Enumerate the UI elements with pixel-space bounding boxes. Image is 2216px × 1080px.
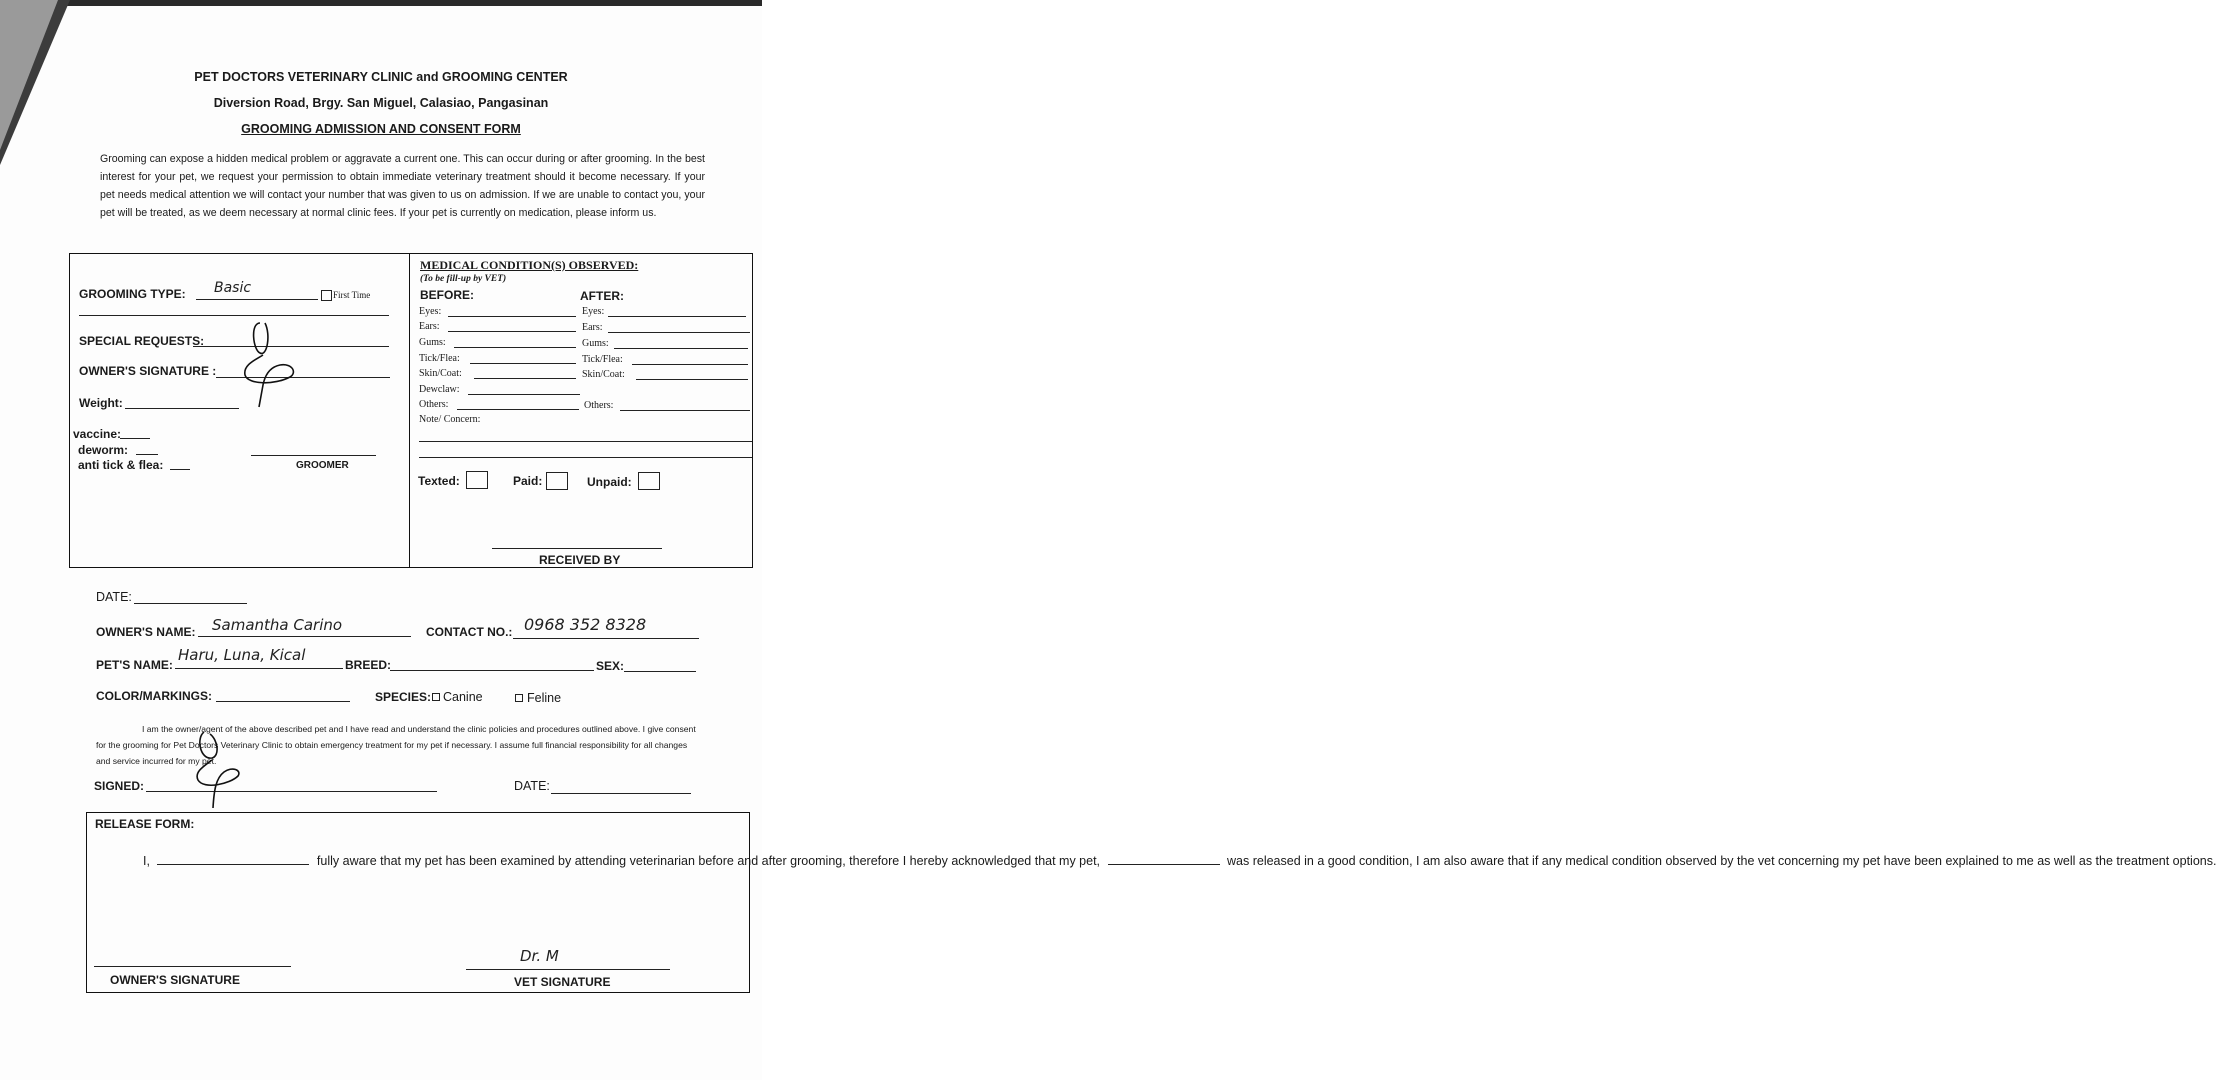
note-label: Note/ Concern: [419, 414, 481, 425]
after-ears-line [608, 332, 750, 333]
weight-line [125, 408, 239, 409]
scan-top-edge [60, 0, 762, 6]
date-label: DATE: [96, 590, 132, 604]
before-ears-label: Ears: [419, 321, 440, 332]
release-text-b: was released in a good condition, I am also aware that if any medical condition observed by the vet concerning my pet have been explained to me as well as the treatment options. [1227, 854, 2216, 868]
groomer-label: GROOMER [296, 460, 349, 471]
note-line-1 [419, 441, 752, 442]
release-pet-name-field[interactable] [1108, 854, 1220, 865]
antitick-label: anti tick & flea: [78, 458, 164, 472]
signed-label: SIGNED: [94, 779, 145, 793]
signed-signature-scribble [182, 728, 252, 810]
before-tick-label: Tick/Flea: [419, 353, 460, 364]
clinic-address: Diversion Road, Brgy. San Miguel, Calasiao, Pangasinan [213, 96, 549, 110]
color-label: COLOR/MARKINGS: [96, 689, 212, 703]
date2-label: DATE: [514, 779, 550, 793]
owner-name-label: OWNER'S NAME: [96, 625, 196, 639]
grooming-type-value[interactable]: Basic [214, 280, 252, 296]
vaccine-label: vaccine: [73, 427, 122, 441]
special-requests-label: SPECIAL REQUESTS: [79, 334, 205, 348]
before-dewclaw-line [468, 394, 580, 395]
after-skin-line [636, 379, 748, 380]
breed-line [390, 670, 594, 671]
species-label: SPECIES: [375, 690, 432, 704]
antitick-line [170, 469, 190, 470]
grooming-type-label: GROOMING TYPE: [79, 287, 186, 301]
paid-label: Paid: [513, 474, 543, 488]
unpaid-checkbox[interactable] [638, 472, 660, 490]
weight-label: Weight: [79, 396, 123, 410]
before-gums-line [454, 347, 576, 348]
vet-sig-value: Dr. M [520, 947, 559, 965]
form-title: GROOMING ADMISSION AND CONSENT FORM [241, 122, 521, 136]
before-label: BEFORE: [420, 288, 474, 302]
grooming-type-line [196, 299, 318, 300]
canine-label: Canine [443, 690, 483, 704]
after-others-line [620, 410, 750, 411]
feline-checkbox[interactable] [515, 694, 523, 702]
color-line [216, 701, 350, 702]
texted-label: Texted: [418, 474, 460, 488]
before-others-label: Others: [419, 399, 449, 410]
owner-signature-scribble [235, 315, 305, 415]
contact-label: CONTACT NO.: [426, 625, 513, 639]
before-dewclaw-label: Dewclaw: [419, 384, 460, 395]
vet-sig-line [466, 969, 670, 970]
owner-sig-label: OWNER'S SIGNATURE [110, 973, 240, 987]
after-gums-line [614, 348, 748, 349]
grooming-extra-line [79, 315, 389, 316]
before-skin-line [474, 378, 576, 379]
before-ears-line [448, 331, 576, 332]
owner-name-value[interactable]: Samantha Carino [212, 616, 343, 634]
pet-name-line [175, 668, 343, 669]
contact-line [513, 638, 699, 639]
medical-subtitle: (To be fill-up by VET) [420, 274, 507, 284]
before-others-line [457, 409, 579, 410]
before-gums-label: Gums: [419, 337, 446, 348]
after-gums-label: Gums: [582, 338, 609, 349]
owner-sig-line [94, 966, 291, 967]
sex-line [624, 671, 696, 672]
release-owner-name-field[interactable] [157, 854, 309, 865]
canine-checkbox[interactable] [432, 693, 440, 701]
date-line [134, 603, 247, 604]
after-tick-label: Tick/Flea: [582, 354, 623, 365]
consent-text: I am the owner/agent of the above described pet and I have read and understand the clinic policies and procedures outlined above. I give consent for the grooming for Pet Doctors Veterinary Clinic to obtain emergency treatment for my pet if necessary. I assume full financial responsibility for all changes and service incurred for my pet. [96, 724, 696, 766]
after-others-label: Others: [584, 400, 614, 411]
release-title: RELEASE FORM: [95, 817, 195, 831]
before-tick-line [470, 363, 576, 364]
panel-divider [409, 253, 410, 567]
feline-label: Feline [527, 691, 562, 705]
release-paragraph [95, 852, 2216, 870]
release-i-label: I, [143, 854, 150, 868]
after-skin-label: Skin/Coat: [582, 369, 625, 380]
contact-value[interactable]: 0968 352 8328 [524, 615, 647, 634]
note-line-2 [419, 457, 752, 458]
first-time-checkbox[interactable] [321, 290, 332, 301]
unpaid-label: Unpaid: [587, 475, 632, 489]
after-eyes-label: Eyes: [582, 306, 605, 317]
before-skin-label: Skin/Coat: [419, 368, 462, 379]
after-eyes-line [608, 316, 746, 317]
before-eyes-line [448, 316, 576, 317]
sex-label: SEX: [596, 659, 625, 673]
intro-paragraph: Grooming can expose a hidden medical problem or aggravate a current one. This can occur during or after grooming. In the best interest for your pet, we request your permission to obtain immediate veterinary treatment should it become necessary. If your pet needs medical attention we will contact your number that was given to us on admission. If we are unable to contact you, your pet will be treated, as we deem necessary at normal clinic fees. If your pet is currently on medication, please inform us. [100, 153, 705, 219]
deworm-label: deworm: [78, 443, 129, 457]
vaccine-line [120, 438, 150, 439]
pet-name-value[interactable]: Haru, Luna, Kical [178, 646, 306, 664]
after-label: AFTER: [580, 289, 624, 303]
after-ears-label: Ears: [582, 322, 603, 333]
received-by-line [492, 548, 662, 549]
pet-name-label: PET'S NAME: [96, 658, 173, 672]
texted-checkbox[interactable] [466, 471, 488, 489]
received-by-label: RECEIVED BY [539, 553, 621, 567]
after-tick-line [632, 364, 748, 365]
before-eyes-label: Eyes: [419, 306, 442, 317]
owner-name-line [198, 636, 411, 637]
clinic-name: PET DOCTORS VETERINARY CLINIC and GROOMING CENTER [194, 70, 568, 84]
vet-sig-label: VET SIGNATURE [514, 975, 611, 989]
first-time-label: First Time [333, 290, 371, 300]
date2-line [551, 793, 691, 794]
paid-checkbox[interactable] [546, 472, 568, 490]
groomer-line [251, 455, 376, 456]
medical-title: MEDICAL CONDITION(S) OBSERVED: [420, 258, 639, 272]
breed-label: BREED: [345, 658, 392, 672]
deworm-line [136, 454, 158, 455]
owner-signature-label: OWNER'S SIGNATURE : [79, 364, 217, 378]
release-text-a: fully aware that my pet has been examined by attending veterinarian before and after grooming, therefore I hereby acknowledged that my pet, [316, 854, 1101, 868]
